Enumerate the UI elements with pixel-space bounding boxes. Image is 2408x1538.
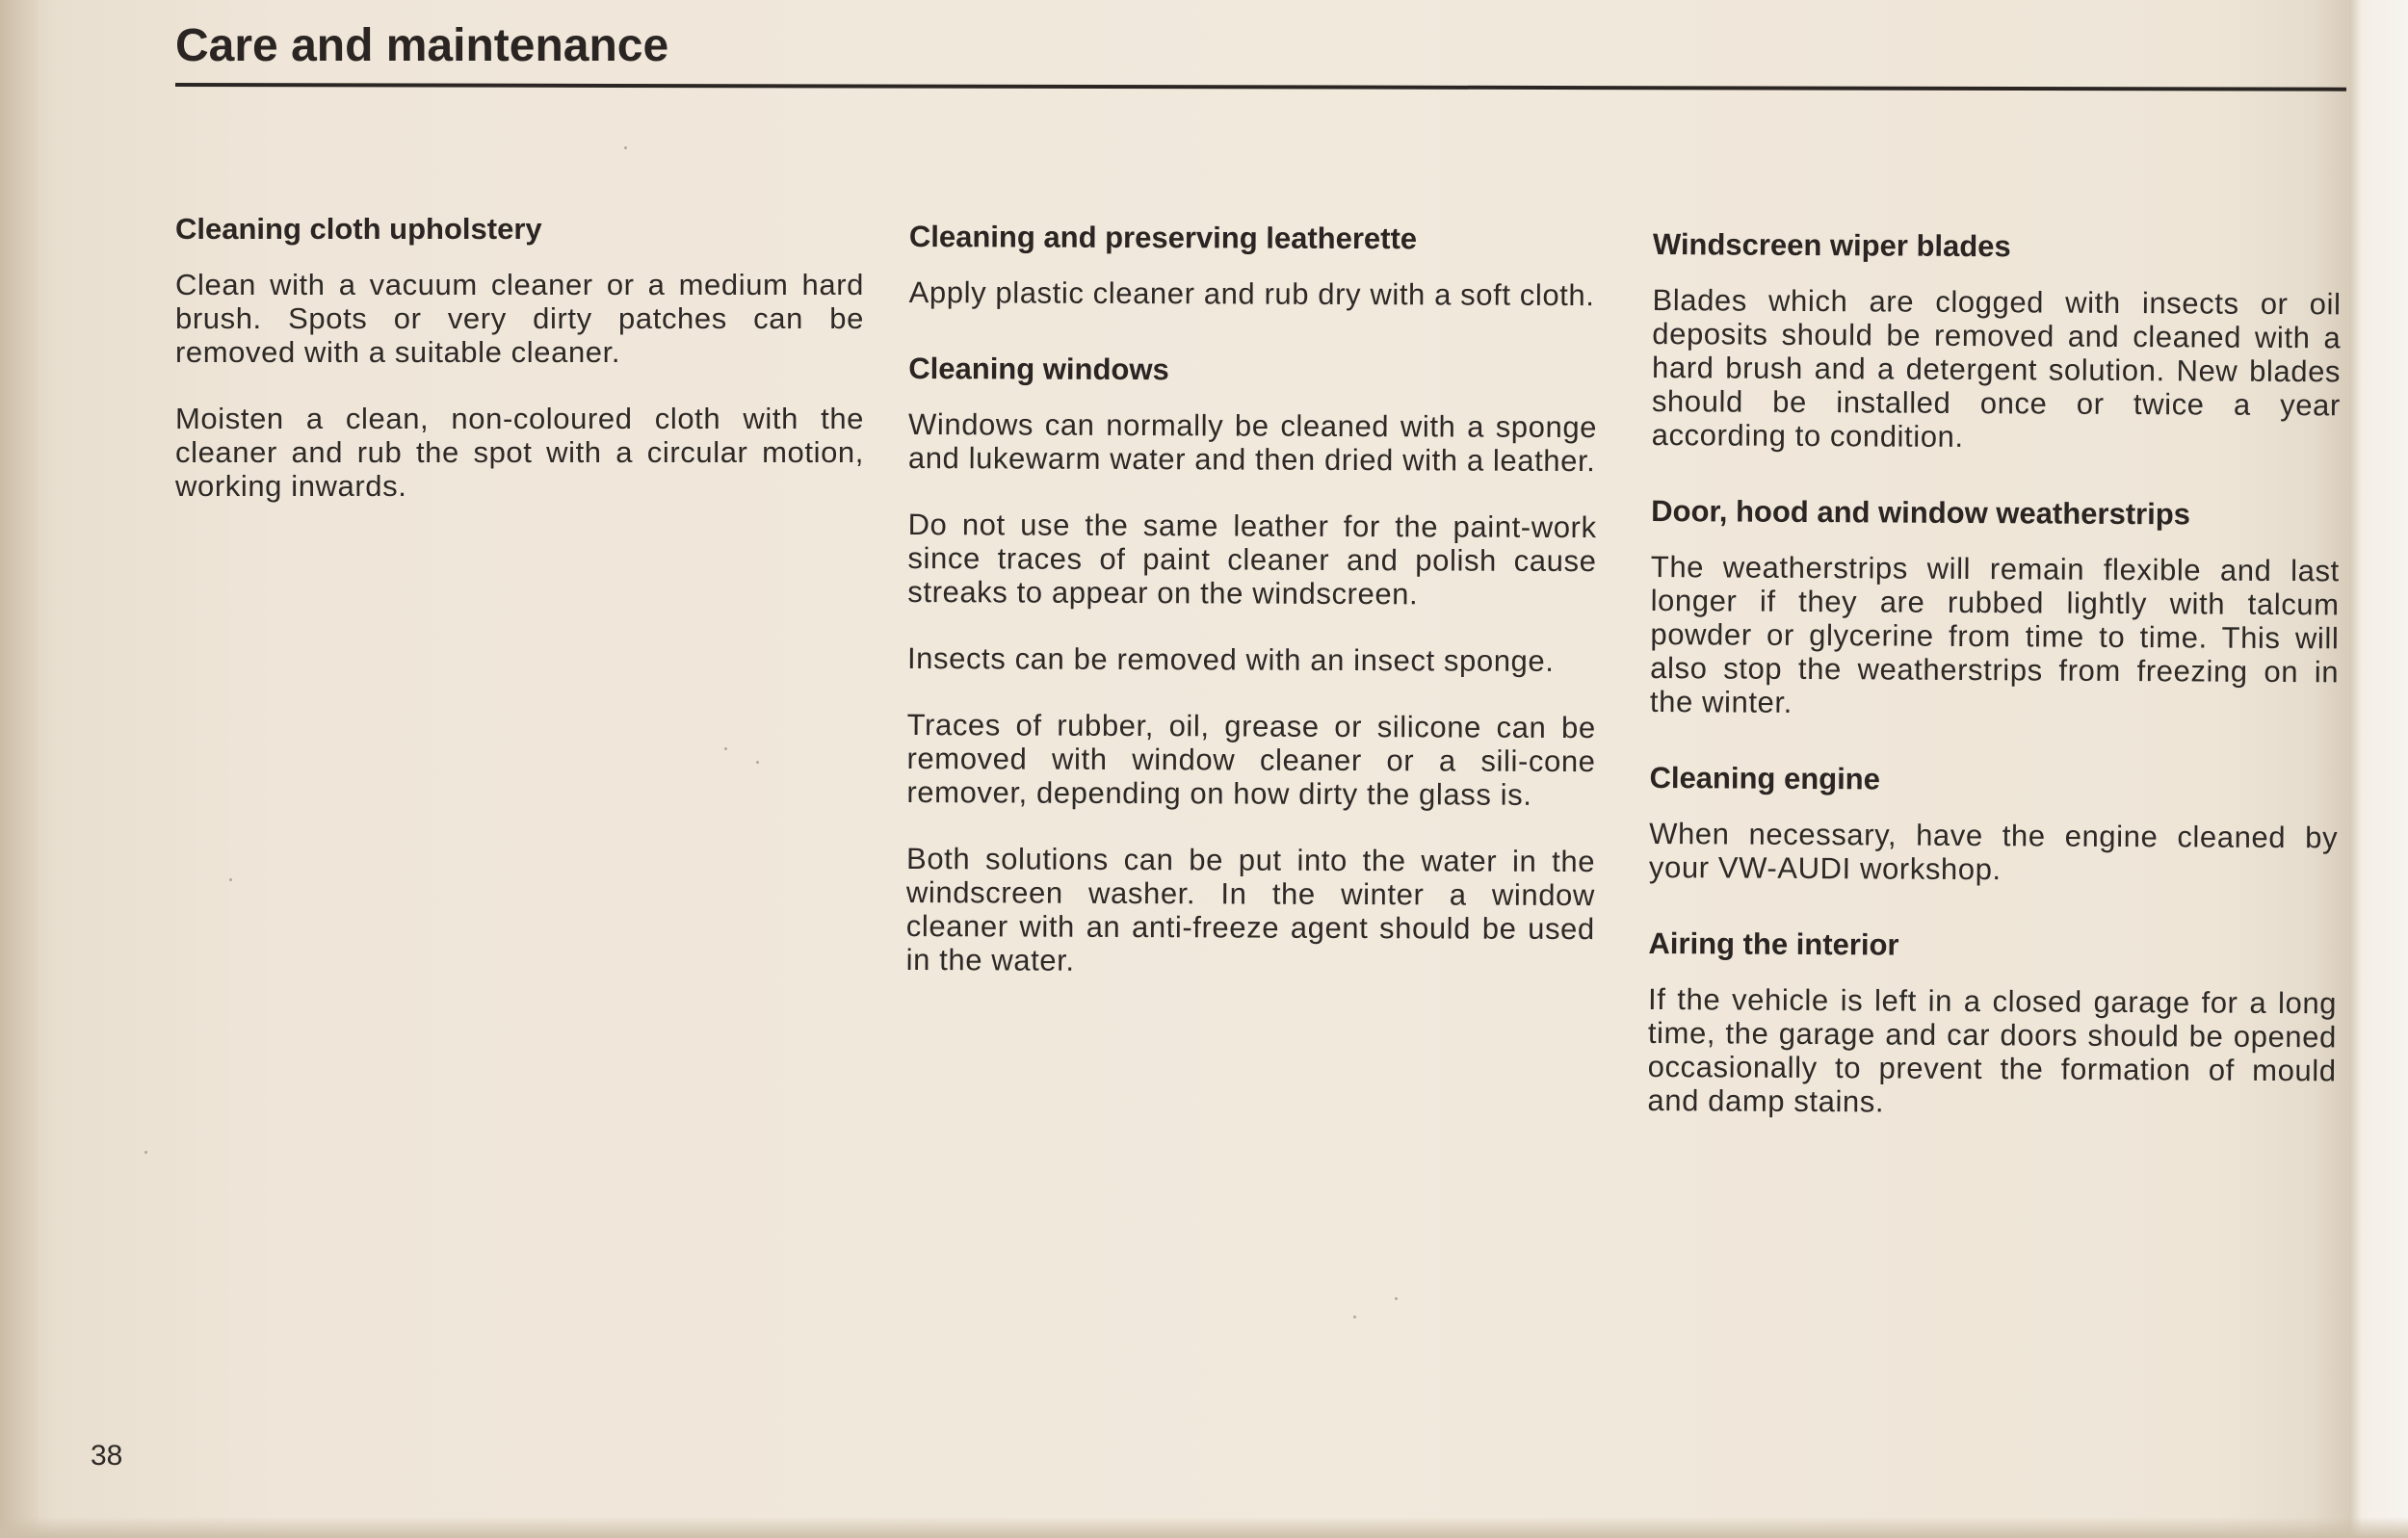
section-weatherstrips: [1650, 494, 2340, 722]
section-paragraph: Blades which are clogged with insects or oil deposits should be removed and cleaned with a hard brush and a detergent solution. New blades should be installed once or twice a year according to condition.: [1651, 282, 2342, 454]
section-paragraph: Apply plastic cleaner and rub dry with a soft cloth.: [908, 274, 1595, 313]
paper-speck: [1395, 1297, 1398, 1300]
section-wiper-blades: [1652, 227, 2342, 456]
paper-speck: [624, 146, 627, 149]
section-paragraph: When necessary, have the engine cleaned by your VW-AUDI workshop.: [1648, 816, 2339, 887]
section-heading: Door, hood and window weatherstrips: [1651, 493, 2191, 532]
paper-speck: [1353, 1316, 1356, 1318]
section-heading: Windscreen wiper blades: [1652, 227, 2011, 264]
section-heading: Airing the interior: [1648, 925, 1899, 962]
page-number: 38: [91, 1440, 123, 1472]
section-cloth-upholstery: [175, 212, 864, 503]
column-left: [175, 212, 864, 545]
section-airing-interior: [1647, 926, 2337, 1121]
paper-speck: [229, 878, 232, 881]
section-paragraph: Clean with a vacuum cleaner or a medium hard brush. Spots or very dirty patches can be removed with a suitable cleaner.: [175, 268, 864, 369]
section-paragraph: The weatherstrips will remain flexible and last longer if they are rubbed lightly with talcum powder or glycerine from time to time. This will also stop the weatherstrips from freezing on in the winter.: [1649, 549, 2340, 719]
section-paragraph: Do not use the same leather for the paint-work since traces of paint cleaner and polish cause streaks to appear on the windscreen.: [907, 507, 1597, 612]
section-paragraph: Insects can be removed with an insect sponge.: [906, 640, 1555, 678]
section-heading: Cleaning and preserving leatherette: [908, 220, 1418, 256]
section-paragraph: Moisten a clean, non-coloured cloth with the cleaner and rub the spot with a circular motion, working inwards.: [175, 402, 864, 503]
column-right: [1647, 227, 2342, 1163]
page-title: Care and maintenance: [175, 20, 669, 71]
section-heading: Cleaning windows: [908, 351, 1169, 387]
paper-speck: [724, 747, 727, 750]
title-rule: [175, 83, 2346, 91]
section-cleaning-engine: [1649, 761, 2339, 888]
section-paragraph: Both solutions can be put into the water in the windscreen washer. In the winter a window cleaner with an anti-freeze agent should be used in the water.: [905, 841, 1596, 978]
section-paragraph: Windows can normally be cleaned with a sponge and lukewarm water and then dried with a leather.: [907, 406, 1598, 479]
section-heading: Cleaning engine: [1649, 760, 1881, 796]
section-heading: Cleaning cloth upholstery: [175, 212, 542, 246]
column-middle: [905, 220, 1598, 1022]
section-leatherette: [909, 220, 1598, 312]
section-paragraph: If the vehicle is left in a closed garage for a long time, the garage and car doors should be opened occasionally to prevent the formation of mould and damp stains.: [1647, 981, 2338, 1119]
section-paragraph: Traces of rubber, oil, grease or silicone can be removed with window cleaner or a sili-cone remover, depending on how dirty the glass is.: [906, 707, 1596, 812]
paper-speck: [756, 761, 759, 764]
paper-speck: [144, 1151, 147, 1154]
section-cleaning-windows: [906, 352, 1598, 979]
